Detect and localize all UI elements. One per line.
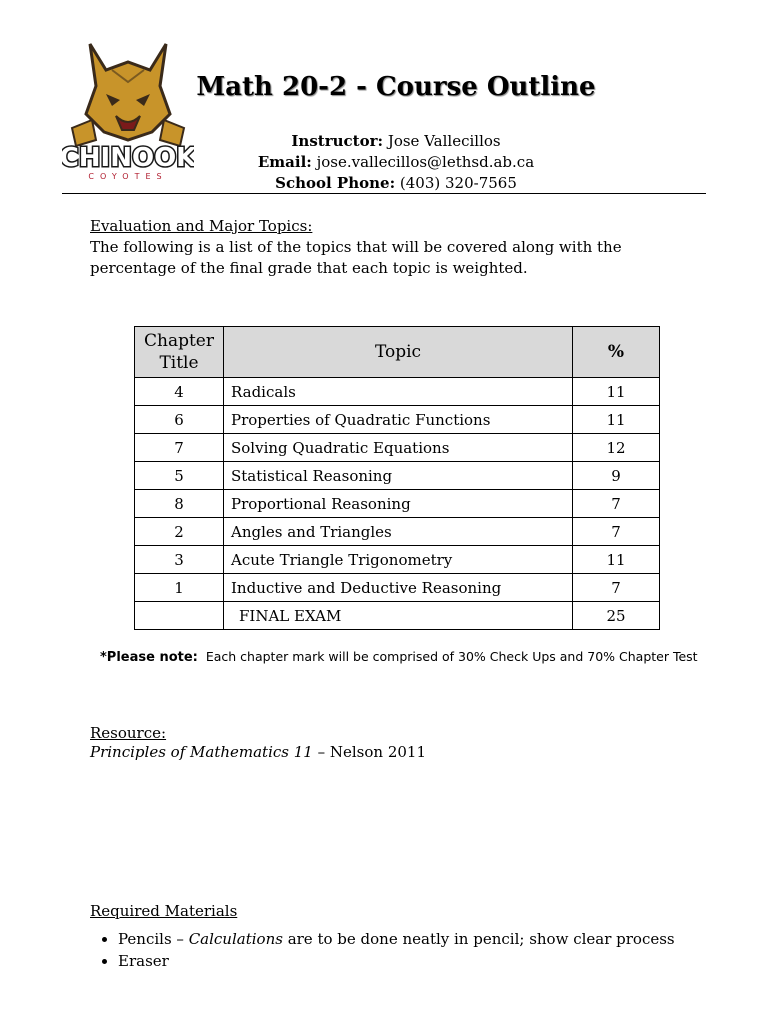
instructor-label: Instructor:	[291, 132, 384, 150]
header-topic: Topic	[224, 327, 573, 378]
percent-cell: 7	[573, 490, 660, 518]
instructor-line	[196, 132, 596, 150]
chapter-cell	[135, 602, 224, 630]
chapter-cell: 7	[135, 434, 224, 462]
topics-table	[134, 326, 660, 630]
materials-list	[98, 928, 675, 972]
phone-label: School Phone:	[275, 174, 396, 192]
chapter-cell: 1	[135, 574, 224, 602]
logo-subtext: COYOTES	[88, 172, 168, 181]
list-item: • Eraser	[118, 950, 675, 972]
resource-heading: Resource:	[90, 724, 167, 742]
materials-heading: Required Materials	[90, 902, 238, 920]
phone-line	[196, 174, 596, 192]
resource-title: Principles of Mathematics 11	[90, 743, 313, 761]
email-line	[196, 153, 596, 171]
percent-cell: 7	[573, 518, 660, 546]
table-header-row	[135, 327, 660, 378]
logo-wordmark: CHINOOK	[62, 143, 194, 173]
header-divider	[62, 193, 706, 194]
pencils-rest: are to be done neatly in pencil; show clear process	[282, 930, 675, 948]
percent-cell: 11	[573, 406, 660, 434]
table-row	[135, 574, 660, 602]
percent-cell: 11	[573, 378, 660, 406]
page-title: Math 20-2 - Course Outline	[196, 72, 596, 102]
table-row	[135, 462, 660, 490]
topic-cell: Proportional Reasoning	[224, 490, 573, 518]
chapter-cell: 2	[135, 518, 224, 546]
topic-cell: Acute Triangle Trigonometry	[224, 546, 573, 574]
instructor-value: Jose Vallecillos	[387, 132, 501, 150]
table-row	[135, 378, 660, 406]
email-label: Email:	[257, 153, 312, 171]
pencils-label: Pencils –	[118, 930, 189, 948]
evaluation-heading: Evaluation and Major Topics:	[90, 217, 313, 235]
topic-cell: Angles and Triangles	[224, 518, 573, 546]
percent-cell: 11	[573, 546, 660, 574]
chapter-cell: 8	[135, 490, 224, 518]
chapter-cell: 6	[135, 406, 224, 434]
evaluation-intro: The following is a list of the topics that will be covered along with the percentage of the final grade that each topic is weighted.	[90, 238, 622, 277]
chapter-cell: 5	[135, 462, 224, 490]
percent-cell: 12	[573, 434, 660, 462]
table-row	[135, 546, 660, 574]
school-logo	[62, 36, 194, 182]
percent-cell: 25	[573, 602, 660, 630]
topic-cell: Properties of Quadratic Functions	[224, 406, 573, 434]
note-label: *Please note:	[100, 650, 198, 665]
topic-cell: Statistical Reasoning	[224, 462, 573, 490]
header-percent: %	[573, 327, 660, 378]
table-row	[135, 490, 660, 518]
percent-cell: 9	[573, 462, 660, 490]
topic-cell: FINAL EXAM	[224, 602, 573, 630]
table-row-final-exam	[135, 602, 660, 630]
chapter-cell: 4	[135, 378, 224, 406]
table-row	[135, 434, 660, 462]
phone-value: (403) 320-7565	[399, 174, 517, 192]
calculations-emphasis: Calculations	[188, 930, 283, 948]
chapter-cell: 3	[135, 546, 224, 574]
table-row	[135, 406, 660, 434]
resource-line	[90, 743, 426, 761]
resource-publisher: – Nelson 2011	[312, 743, 426, 761]
table-row	[135, 518, 660, 546]
header-chapter: Chapter Title	[135, 327, 224, 378]
note-text: Each chapter mark will be comprised of 30% Check Ups and 70% Chapter Test	[205, 649, 698, 664]
grading-note	[100, 649, 698, 665]
email-value: jose.vallecillos@lethsd.ab.ca	[316, 153, 535, 171]
topic-cell: Solving Quadratic Equations	[224, 434, 573, 462]
percent-cell: 7	[573, 574, 660, 602]
topic-cell: Inductive and Deductive Reasoning	[224, 574, 573, 602]
topic-cell: Radicals	[224, 378, 573, 406]
list-item	[118, 928, 675, 950]
